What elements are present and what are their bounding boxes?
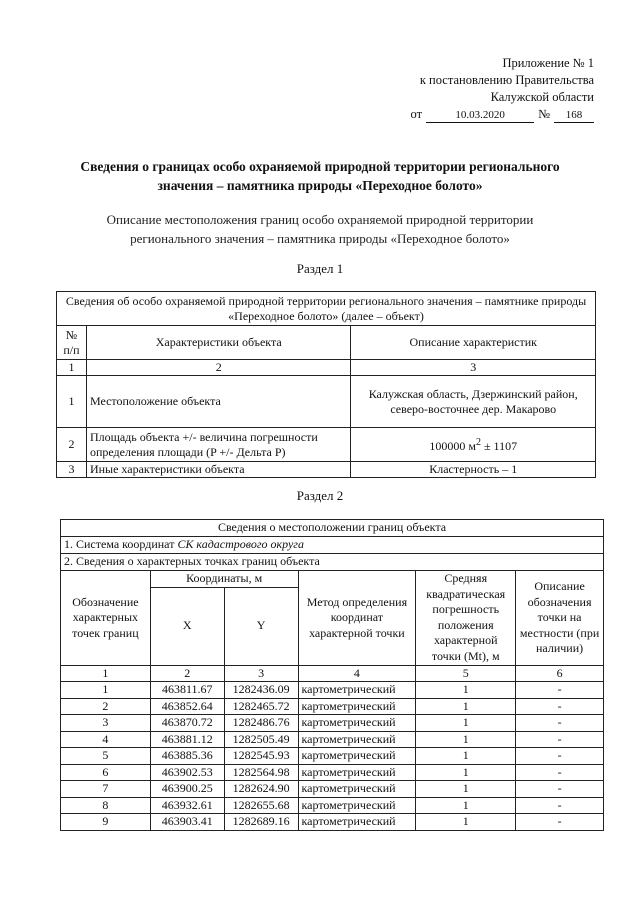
section-2-heading: Раздел 2 [296,488,344,503]
mean-square-error: 1 [416,682,516,699]
column-number: 3 [351,360,596,376]
determination-method: картометрический [298,748,416,765]
area-error: ± 1107 [480,439,518,453]
determination-method: картометрический [298,682,416,699]
x-coordinate: 463881.12 [150,731,224,748]
point-number: 2 [61,698,151,715]
table-caption: Сведения о местоположении границ объекта [61,520,604,537]
point-description: - [516,682,604,699]
column-number: 6 [516,665,604,682]
table-row [61,715,604,732]
characteristic-value [351,428,596,462]
y-coordinate: 1282624.90 [224,781,298,798]
point-description: - [516,797,604,814]
column-header: Характеристики объекта [86,326,351,360]
y-coordinate: 1282436.09 [224,682,298,699]
mean-square-error: 1 [416,764,516,781]
x-coordinate: 463885.36 [150,748,224,765]
point-number: 4 [61,731,151,748]
x-coordinate: 463903.41 [150,814,224,831]
point-number: 1 [61,682,151,699]
column-number: 1 [61,665,151,682]
characteristic-value: Калужская область, Дзержинский район, северо-восточнее дер. Макарово [351,376,596,428]
characteristic-name: Иные характеристики объекта [86,462,351,478]
point-description: - [516,698,604,715]
mean-square-error: 1 [416,715,516,732]
y-coordinate: 1282689.16 [224,814,298,831]
coordinate-system-row [61,537,604,554]
column-header: № п/п [57,326,87,360]
row-number: 3 [57,462,87,478]
title-line: значения – памятника природы «Переходное болото» [157,178,483,193]
table-row [57,428,596,462]
row-number: 1 [57,376,87,428]
from-label: от [410,107,423,121]
table-row [61,764,604,781]
column-number: 2 [86,360,351,376]
column-header: Описание характеристик [351,326,596,360]
area-unit-exponent: 2 [475,437,481,448]
point-description: - [516,764,604,781]
determination-method: картометрический [298,814,416,831]
points-body [61,682,604,831]
point-number: 3 [61,715,151,732]
number-label: № [538,107,550,121]
table-row [61,797,604,814]
point-number: 9 [61,814,151,831]
section-1-heading: Раздел 1 [296,261,344,276]
y-coordinate: 1282505.49 [224,731,298,748]
column-header: X [150,587,224,665]
point-number: 5 [61,748,151,765]
point-description: - [516,748,604,765]
mean-square-error: 1 [416,748,516,765]
determination-method: картометрический [298,764,416,781]
point-description: - [516,781,604,798]
point-description: - [516,715,604,732]
column-header: Y [224,587,298,665]
x-coordinate: 463811.67 [150,682,224,699]
document-subtitle [40,210,600,248]
characteristic-name: Местоположение объекта [86,376,351,428]
y-coordinate: 1282486.76 [224,715,298,732]
determination-method: картометрический [298,715,416,732]
coordinate-system-label: 1. Система координат [64,537,178,552]
area-value: 100000 м [429,439,476,453]
table-row [61,781,604,798]
column-header: Координаты, м [150,571,298,588]
point-description: - [516,814,604,831]
determination-method: картометрический [298,781,416,798]
determination-method: картометрический [298,698,416,715]
order-date-line [364,106,594,123]
y-coordinate: 1282545.93 [224,748,298,765]
point-number: 6 [61,764,151,781]
mean-square-error: 1 [416,814,516,831]
table-row [61,814,604,831]
x-coordinate: 463870.72 [150,715,224,732]
appendix-line: Калужской области [490,90,594,104]
column-number: 2 [150,665,224,682]
appendix-line: Приложение № 1 [502,56,594,70]
subtitle-line: регионального значения – памятника природы «Переходное болото» [130,231,510,246]
column-number: 4 [298,665,416,682]
column-number: 1 [57,360,87,376]
order-number: 168 [554,109,594,123]
table-caption: Сведения об особо охраняемой природной территории регионального значения – памятнике природы «Переходное болото» (далее – объект) [57,292,596,326]
determination-method: картометрический [298,797,416,814]
table-row [57,462,596,478]
column-header: Средняя квадратическая погрешность положения характерной точки (Mt), м [416,571,516,666]
point-number: 7 [61,781,151,798]
document-title [40,157,600,195]
column-header: Описание обозначения точки на местности (при наличии) [516,571,604,666]
table-row [61,682,604,699]
point-number: 8 [61,797,151,814]
table-row [61,748,604,765]
object-info-table [56,291,596,478]
mean-square-error: 1 [416,781,516,798]
boundary-points-table [60,519,604,831]
column-header: Метод определения координат характерной точки [298,571,416,666]
x-coordinate: 463932.61 [150,797,224,814]
column-number: 5 [416,665,516,682]
row-number: 2 [57,428,87,462]
subtitle-line: Описание местоположения границ особо охраняемой природной территории [106,212,534,227]
characteristic-value: Кластерность – 1 [351,462,596,478]
title-line: Сведения о границах особо охраняемой природной территории регионального [80,159,560,174]
y-coordinate: 1282655.68 [224,797,298,814]
mean-square-error: 1 [416,698,516,715]
characteristic-name: Площадь объекта +/- величина погрешности определения площади (P +/- Дельта P) [86,428,351,462]
y-coordinate: 1282465.72 [224,698,298,715]
mean-square-error: 1 [416,731,516,748]
appendix-line: к постановлению Правительства [419,73,594,87]
table-row [57,376,596,428]
appendix-block [364,55,594,123]
y-coordinate: 1282564.98 [224,764,298,781]
coordinate-system-value: СК кадастрового округа [177,537,304,552]
x-coordinate: 463902.53 [150,764,224,781]
order-date: 10.03.2020 [426,109,534,123]
table-row [61,731,604,748]
column-number: 3 [224,665,298,682]
mean-square-error: 1 [416,797,516,814]
points-info-label: 2. Сведения о характерных точках границ объекта [61,554,604,571]
table-row [61,698,604,715]
column-header: Обозначение характерных точек границ [61,571,151,666]
x-coordinate: 463852.64 [150,698,224,715]
point-description: - [516,731,604,748]
determination-method: картометрический [298,731,416,748]
x-coordinate: 463900.25 [150,781,224,798]
